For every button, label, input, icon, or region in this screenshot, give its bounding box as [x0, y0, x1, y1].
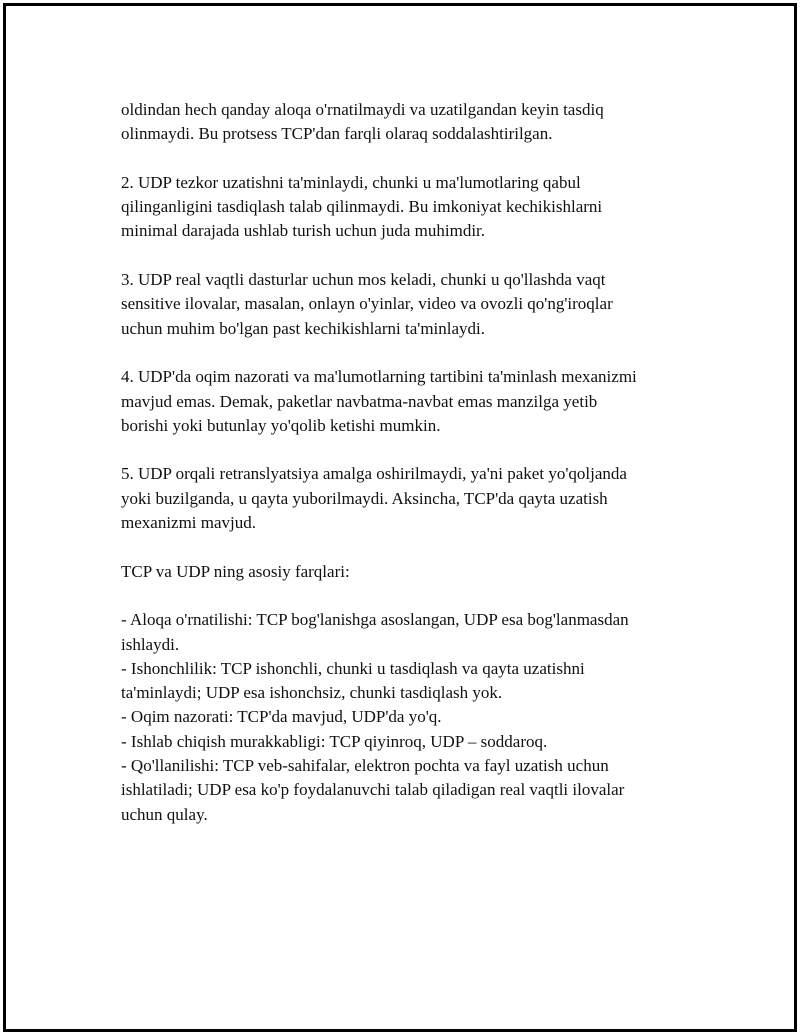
differences-list: [121, 608, 691, 827]
point-2-paragraph: [121, 171, 691, 244]
text-line: minimal darajada ushlab turish uchun juda muhimdir.: [121, 221, 486, 241]
list-item: uchun qulay.: [121, 804, 208, 824]
list-item: - Ishlab chiqish murakkabligi: TCP qiyinroq, UDP – soddaroq.: [121, 731, 548, 751]
point-5-paragraph: [121, 462, 691, 535]
list-item: ta'minlaydi; UDP esa ishonchsiz, chunki tasdiqlash yok.: [121, 683, 503, 703]
text-line: qilinganligini tasdiqlash talab qilinmaydi. Bu imkoniyat kechikishlarni: [121, 197, 603, 217]
text-line: mexanizmi mavjud.: [121, 513, 257, 533]
list-item: - Qo'llanilishi: TCP veb-sahifalar, elektron pochta va fayl uzatish uchun: [121, 756, 609, 776]
page-border: [3, 3, 797, 1032]
point-4-paragraph: [121, 365, 691, 438]
list-item: - Aloqa o'rnatilishi: TCP bog'lanishga asoslangan, UDP esa bog'lanmasdan: [121, 610, 629, 630]
text-line: 4. UDP'da oqim nazorati va ma'lumotlarning tartibini ta'minlash mexanizmi: [121, 367, 637, 387]
document-body: [121, 98, 691, 827]
text-line: 5. UDP orqali retranslyatsiya amalga oshirilmaydi, ya'ni paket yo'qoljanda: [121, 464, 627, 484]
text-line: olinmaydi. Bu protsess TCP'dan farqli olaraq soddalashtirilgan.: [121, 124, 553, 144]
list-item: ishlaydi.: [121, 634, 180, 654]
text-line: 3. UDP real vaqtli dasturlar uchun mos keladi, chunki u qo'llashda vaqt: [121, 270, 606, 290]
text-line: uchun muhim bo'lgan past kechikishlarni ta'minlaydi.: [121, 318, 486, 338]
list-item: ishlatiladi; UDP esa ko'p foydalanuvchi talab qiladigan real vaqtli ilovalar: [121, 780, 625, 800]
differences-heading: [121, 560, 691, 584]
text-line: borishi yoki butunlay yo'qolib ketishi mumkin.: [121, 415, 441, 435]
text-line: 2. UDP tezkor uzatishni ta'minlaydi, chunki u ma'lumotlaring qabul: [121, 172, 581, 192]
text-line: mavjud emas. Demak, paketlar navbatma-navbat emas manzilga yetib: [121, 391, 598, 411]
list-item: - Oqim nazorati: TCP'da mavjud, UDP'da yo'q.: [121, 707, 442, 727]
heading-text: TCP va UDP ning asosiy farqlari:: [121, 561, 350, 581]
text-line: sensitive ilovalar, masalan, onlayn o'yinlar, video va ovozli qo'ng'iroqlar: [121, 294, 613, 314]
text-line: yoki buzilganda, u qayta yuborilmaydi. Aksincha, TCP'da qayta uzatish: [121, 488, 608, 508]
point-3-paragraph: [121, 268, 691, 341]
text-line: oldindan hech qanday aloqa o'rnatilmaydi va uzatilgandan keyin tasdiq: [121, 100, 604, 119]
intro-paragraph: [121, 98, 691, 147]
list-item: - Ishonchlilik: TCP ishonchli, chunki u tasdiqlash va qayta uzatishni: [121, 658, 585, 678]
